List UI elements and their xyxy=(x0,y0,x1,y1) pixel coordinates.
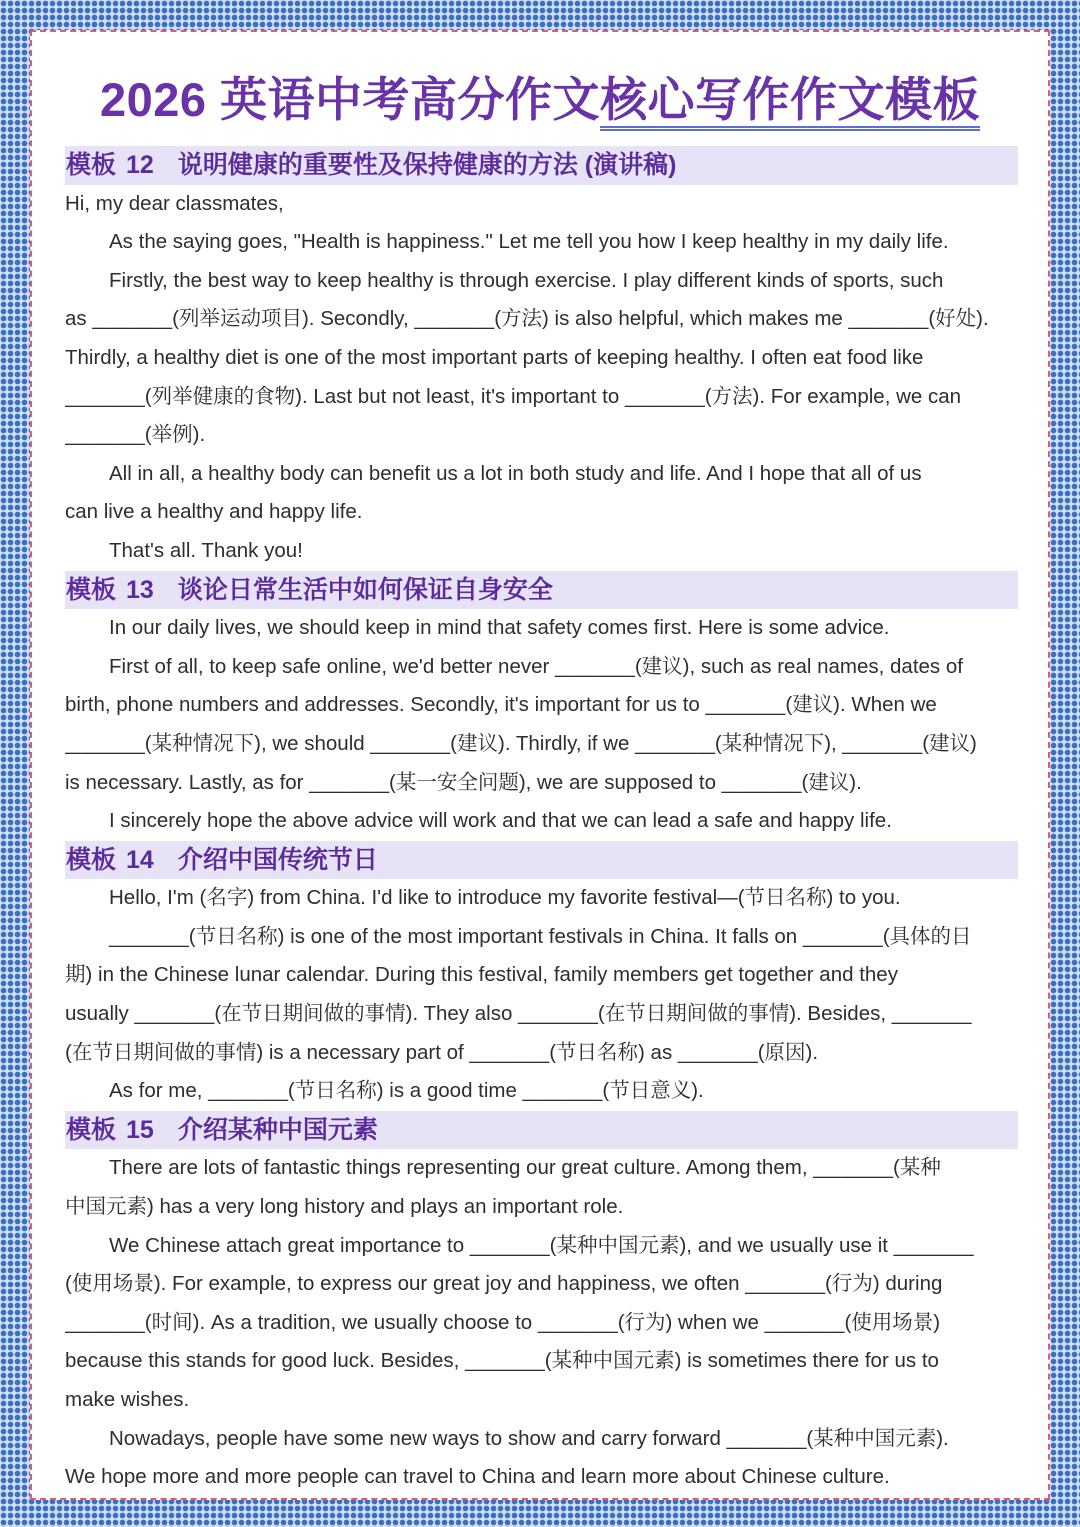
section-number: 13 xyxy=(126,575,154,604)
text-line: make wishes. xyxy=(65,1388,190,1411)
section-header xyxy=(65,571,1018,610)
section-number: 12 xyxy=(126,151,154,179)
text-line: As the saying goes, "Health is happiness." Let me tell you how I keep healthy in my daily life. xyxy=(109,230,949,254)
section-label: 模板 xyxy=(66,845,117,874)
text-line: Hi, my dear classmates, xyxy=(65,191,284,215)
text-line: Thirdly, a healthy diet is one of the most important parts of keeping healthy. I often eat food like xyxy=(65,345,924,369)
text-line: In our daily lives, we should keep in mind that safety comes first. Here is some advice. xyxy=(109,616,890,640)
text-line: _______(举例). xyxy=(65,423,206,447)
section-header xyxy=(65,1111,1018,1150)
section-header xyxy=(65,146,1018,185)
text-line: birth, phone numbers and addresses. Secondly, it's important for us to _______(建议). When we xyxy=(65,693,937,717)
text-line: Hello, I'm (名字) from China. I'd like to introduce my favorite festival—(节日名称) to you. xyxy=(109,886,901,910)
title-main: 2026 英语中考高分作文 xyxy=(99,73,601,126)
text-line: First of all, to keep safe online, we'd better never _______(建议), such as real names, dates of xyxy=(109,654,963,678)
text-line: _______(某种情况下), we should _______(建议). Thirdly, if we _______(某种情况下), _______(建议) xyxy=(65,731,977,755)
section-title: 说明健康的重要性及保持健康的方法 (演讲稿) xyxy=(177,151,677,179)
text-line: There are lots of fantastic things representing our great culture. Among them, _______(某种 xyxy=(109,1156,941,1180)
text-line: Firstly, the best way to keep healthy is through exercise. I play different kinds of sports, such xyxy=(109,268,944,292)
text-line: We Chinese attach great importance to _______(某种中国元素), and we usually use it _______ xyxy=(109,1233,974,1257)
text-line: (在节日期间做的事情) is a necessary part of _______(节日名称) as _______(原因). xyxy=(65,1040,819,1064)
text-line: As for me, _______(节日名称) is a good time _______(节日意义). xyxy=(109,1079,704,1103)
text-line: can live a healthy and happy life. xyxy=(65,500,363,524)
text-line: (使用场景). For example, to express our great joy and happiness, we often _______(行为) during xyxy=(65,1272,943,1296)
section-title: 介绍中国传统节日 xyxy=(177,845,378,874)
section-header xyxy=(65,841,1018,880)
text-line: _______(时间). As a tradition, we usually choose to _______(行为) when we _______(使用场景) xyxy=(65,1310,941,1334)
text-line: We hope more and more people can travel to China and learn more about Chinese culture. xyxy=(65,1465,890,1489)
text-line: That's all. Thank you! xyxy=(109,538,303,562)
text-line: usually _______(在节日期间做的事情). They also _______(在节日期间做的事情). Besides, _______ xyxy=(65,1002,972,1026)
text-line: Nowadays, people have some new ways to show and carry forward _______(某种中国元素). xyxy=(109,1426,949,1450)
section-title: 谈论日常生活中如何保证自身安全 xyxy=(177,575,553,604)
section-label: 模板 xyxy=(66,575,117,604)
text-line: 中国元素) has a very long history and plays an important role. xyxy=(65,1195,624,1219)
page-title xyxy=(40,68,1040,132)
text-line: All in all, a healthy body can benefit us a lot in both study and life. And I hope that all of us xyxy=(109,461,922,485)
section-number: 14 xyxy=(126,845,154,874)
text-line: is necessary. Lastly, as for _______(某一安全问题), we are supposed to _______(建议). xyxy=(65,770,862,794)
section-number: 15 xyxy=(126,1115,154,1144)
section-label: 模板 xyxy=(66,1115,117,1144)
text-line: _______(列举健康的食物). Last but not least, it's important to _______(方法). For example, we can xyxy=(65,384,962,408)
text-line: because this stands for good luck. Besides, _______(某种中国元素) is sometimes there for us to xyxy=(65,1349,939,1373)
document-body xyxy=(65,146,1018,1497)
title-highlight: 核心写作作文模板 xyxy=(600,73,980,131)
section-title: 介绍某种中国元素 xyxy=(177,1115,378,1144)
section-label: 模板 xyxy=(66,151,117,179)
text-line: _______(节日名称) is one of the most important festivals in China. It falls on _______(具体的日 xyxy=(109,924,972,948)
text-line: I sincerely hope the above advice will work and that we can lead a safe and happy life. xyxy=(109,809,892,833)
text-line: as _______(列举运动项目). Secondly, _______(方法) is also helpful, which makes me _______(好处). xyxy=(65,307,989,331)
text-line: 期) in the Chinese lunar calendar. During this festival, family members get together and they xyxy=(65,963,898,987)
